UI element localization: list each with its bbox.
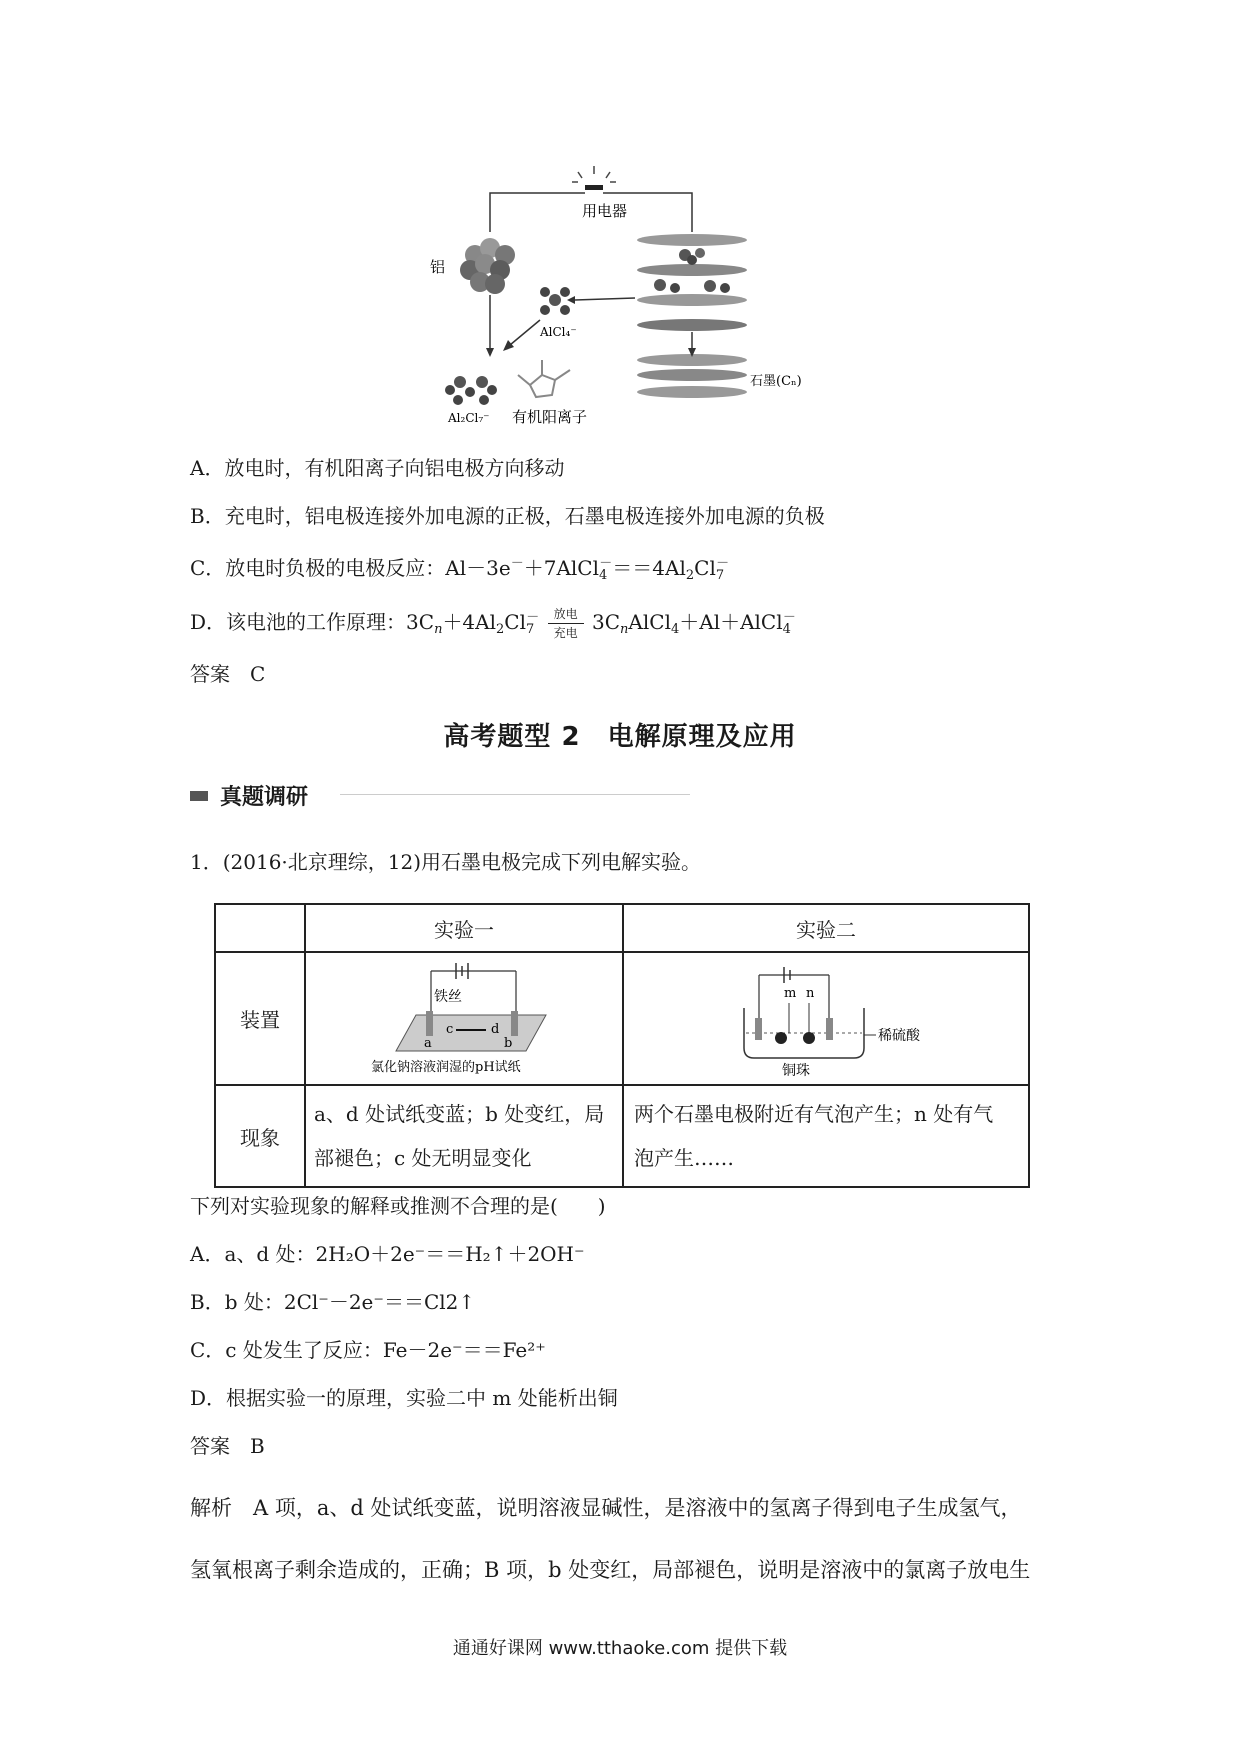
aluminum-cluster [460,238,515,294]
page-footer: 通通好课网 www.tthaoke.com 提供下载 [452,1638,788,1659]
svg-text:n: n [806,986,815,1001]
graphite-layers [637,234,747,398]
prev-option-b: B．充电时，铝电极连接外加电源的正极，石墨电极连接外加电源的负极 [190,504,825,528]
section-heading: 高考题型 2 电解原理及应用 [443,722,797,752]
section-bar-icon [190,791,208,801]
q1-question: 下列对实验现象的解释或推测不合理的是( ) [190,1194,606,1218]
alcl4-molecule [540,287,570,315]
svg-text:铁丝: 铁丝 [434,989,462,1005]
q1-answer: 答案 B [190,1434,265,1458]
organic-cation-molecule [518,360,570,397]
svg-text:a: a [424,1036,432,1051]
al2cl7-molecule [445,376,497,405]
svg-text:d: d [491,1022,500,1037]
svg-text:m: m [784,986,797,1001]
battery-figure [430,160,830,430]
svg-text:铜珠: 铜珠 [782,1063,810,1079]
reversible-arrow: $\frac{\text{放电}}{\text{充电}}$ [548,607,584,640]
svg-text:c: c [446,1022,454,1037]
q1-analysis-line1: 解析 A 项，a、d 处试纸变蓝，说明溶液显碱性，是溶液中的氢离子得到电子生成氢气， [190,1496,1022,1520]
prev-answer: 答案 C [190,662,266,686]
row-label-phenomenon: 现象 [215,1085,305,1187]
q1-option-b: B．b 处：2Cl⁻－2e⁻＝＝Cl2↑ [190,1290,476,1314]
q1-stem: 1．(2016·北京理综，12)用石墨电极完成下列电解实验。 [190,850,702,874]
exp2-apparatus [623,952,1029,1085]
svg-text:氯化钠溶液润湿的pH试纸: 氯化钠溶液润湿的pH试纸 [371,1060,521,1075]
graphite-label: 石墨(Cₙ) [750,374,802,389]
table-corner [215,904,305,952]
header-exp2: 实验二 [623,904,1029,952]
prev-option-d: D．该电池的工作原理：$3C_n+4Al_2Cl_7^- \frac{\text{放电}}{\text{充电}}$ $3C_nAlCl_4+Al+AlCl_4^-$ [190,607,796,640]
aluminum-label: 铝 [430,258,446,276]
prev-option-a: A．放电时，有机阳离子向铝电极方向移动 [190,456,565,480]
alcl4-label: AlCl₄⁻ [540,325,577,339]
exp1-diagram [306,953,622,1079]
al2cl7-label: Al₂Cl₇⁻ [448,411,490,425]
experiment-table [214,903,1030,1188]
row-label-apparatus: 装置 [215,952,305,1085]
device-label: 用电器 [582,202,628,220]
svg-text:b: b [504,1036,513,1051]
subsection-title: 真题调研 [190,780,308,811]
exp2-diagram [624,953,1024,1079]
organic-cation-label: 有机阳离子 [512,408,588,426]
q1-analysis-line2: 氢氧根离子剩余造成的，正确；B 项，b 处变红，局部褪色，说明是溶液中的氯离子放电生 [190,1558,1031,1582]
header-exp1: 实验一 [305,904,623,952]
exp2-phenomenon: 两个石墨电极附近有气泡产生；n 处有气 泡产生…… [623,1085,1029,1187]
device-icon [572,166,616,190]
q1-option-c: C．c 处发生了反应：Fe－2e⁻＝＝Fe²⁺ [190,1338,546,1362]
svg-text:稀硫酸: 稀硫酸 [878,1028,920,1044]
prev-option-c: C．放电时负极的电极反应：$Al-3e^-+7AlCl_4^-==4Al_2Cl_7^-$ [190,556,730,583]
exp1-apparatus [305,952,623,1085]
q1-option-a: A．a、d 处：2H₂O＋2e⁻＝＝H₂↑＋2OH⁻ [190,1242,585,1266]
subsection-divider [340,794,690,795]
exp1-phenomenon: a、d 处试纸变蓝；b 处变红，局 部褪色；c 处无明显变化 [305,1085,623,1187]
q1-option-d: D．根据实验一的原理，实验二中 m 处能析出铜 [190,1386,618,1410]
